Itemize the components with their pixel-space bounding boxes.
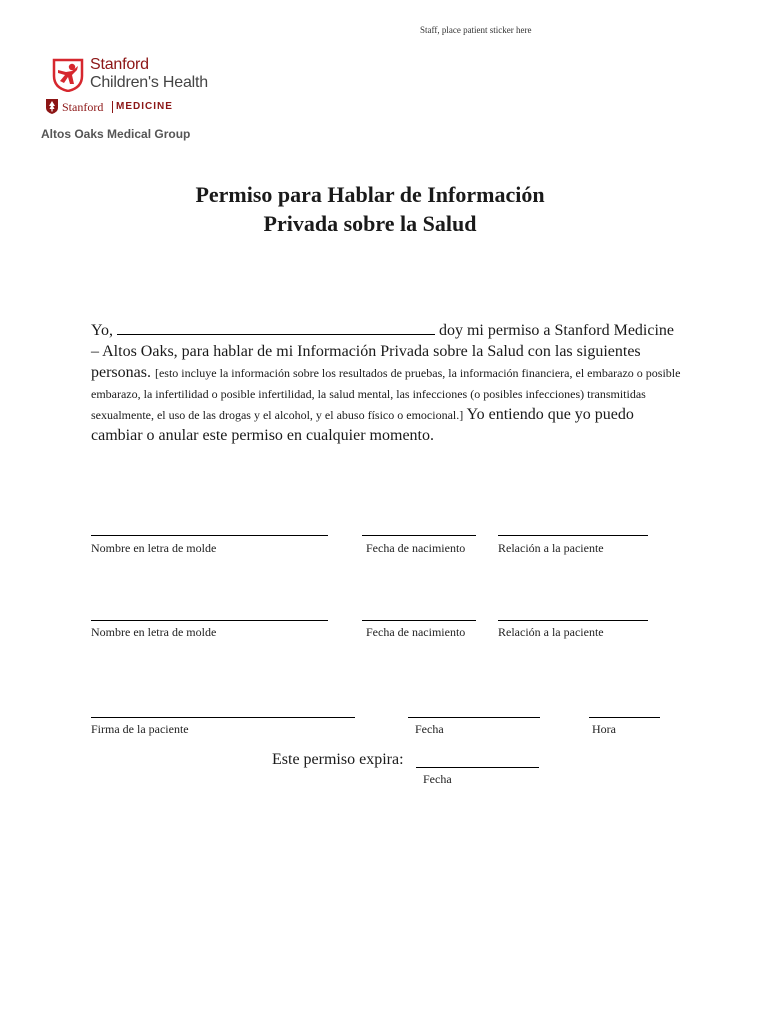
row2-dob-label: Fecha de nacimiento [366, 625, 466, 639]
logo-stanford-text: Stanford [90, 56, 149, 73]
expiry-date-field[interactable] [416, 767, 539, 768]
signature-field[interactable] [91, 717, 355, 718]
logo-medicine-text: MEDICINE [116, 101, 173, 112]
stanford-medicine-logo [46, 99, 206, 115]
signature-label: Firma de la paciente [91, 722, 189, 736]
row1-name-label: Nombre en letra de molde [91, 541, 217, 555]
consent-paragraph [91, 320, 681, 446]
signature-date-label: Fecha [415, 722, 444, 736]
row1-relation-field[interactable] [498, 535, 648, 536]
stanford-tree-icon [46, 99, 58, 114]
consent-text-detail: [esto incluye la información sobre los resultados de pruebas, la información financiera, el embarazo o posible embarazo, la infertilidad o posible infertilidad, la salud mental, las infecciones (o posibles infecciones) transmitidas sexualmente, el uso de las drogas y el alcohol, y el abuso físico o emocional.] [91, 366, 681, 422]
expiry-label: Este permiso expira: [272, 751, 404, 768]
row2-dob-field[interactable] [362, 620, 476, 621]
stanford-childrens-logo [52, 58, 222, 96]
title-line-2: Privada sobre la Salud [263, 211, 477, 236]
page-title [130, 180, 610, 238]
logo-divider [112, 101, 113, 113]
consent-text-main: doy mi permiso a Stanford Medicine – Altos Oaks, para hablar de mi Información Privada sobre la Salud con las siguientes personas. [91, 322, 675, 381]
consent-text-start: Yo, [91, 322, 117, 339]
logo-medicine-stanford-text: Stanford [62, 100, 104, 114]
stanford-childrens-mark-icon [52, 58, 84, 92]
row1-dob-field[interactable] [362, 535, 476, 536]
consent-text-end: Yo entiendo que yo puedo cambiar o anular este permiso en cualquier momento. [91, 406, 634, 444]
row2-relation-label: Relación a la paciente [498, 625, 604, 639]
row1-dob-label: Fecha de nacimiento [366, 541, 466, 555]
row2-name-label: Nombre en letra de molde [91, 625, 217, 639]
row1-relation-label: Relación a la paciente [498, 541, 604, 555]
signature-date-field[interactable] [408, 717, 540, 718]
row2-relation-field[interactable] [498, 620, 648, 621]
sticker-note: Staff, place patient sticker here [420, 25, 532, 35]
signature-time-label: Hora [592, 722, 616, 736]
expiry-date-label: Fecha [423, 772, 452, 786]
patient-name-field[interactable] [117, 320, 435, 335]
row1-name-field[interactable] [91, 535, 328, 536]
medical-group-name: Altos Oaks Medical Group [41, 127, 191, 141]
row2-name-field[interactable] [91, 620, 328, 621]
signature-time-field[interactable] [589, 717, 660, 718]
logo-childrens-health-text: Children's Health [90, 74, 208, 91]
title-line-1: Permiso para Hablar de Información [195, 182, 545, 207]
